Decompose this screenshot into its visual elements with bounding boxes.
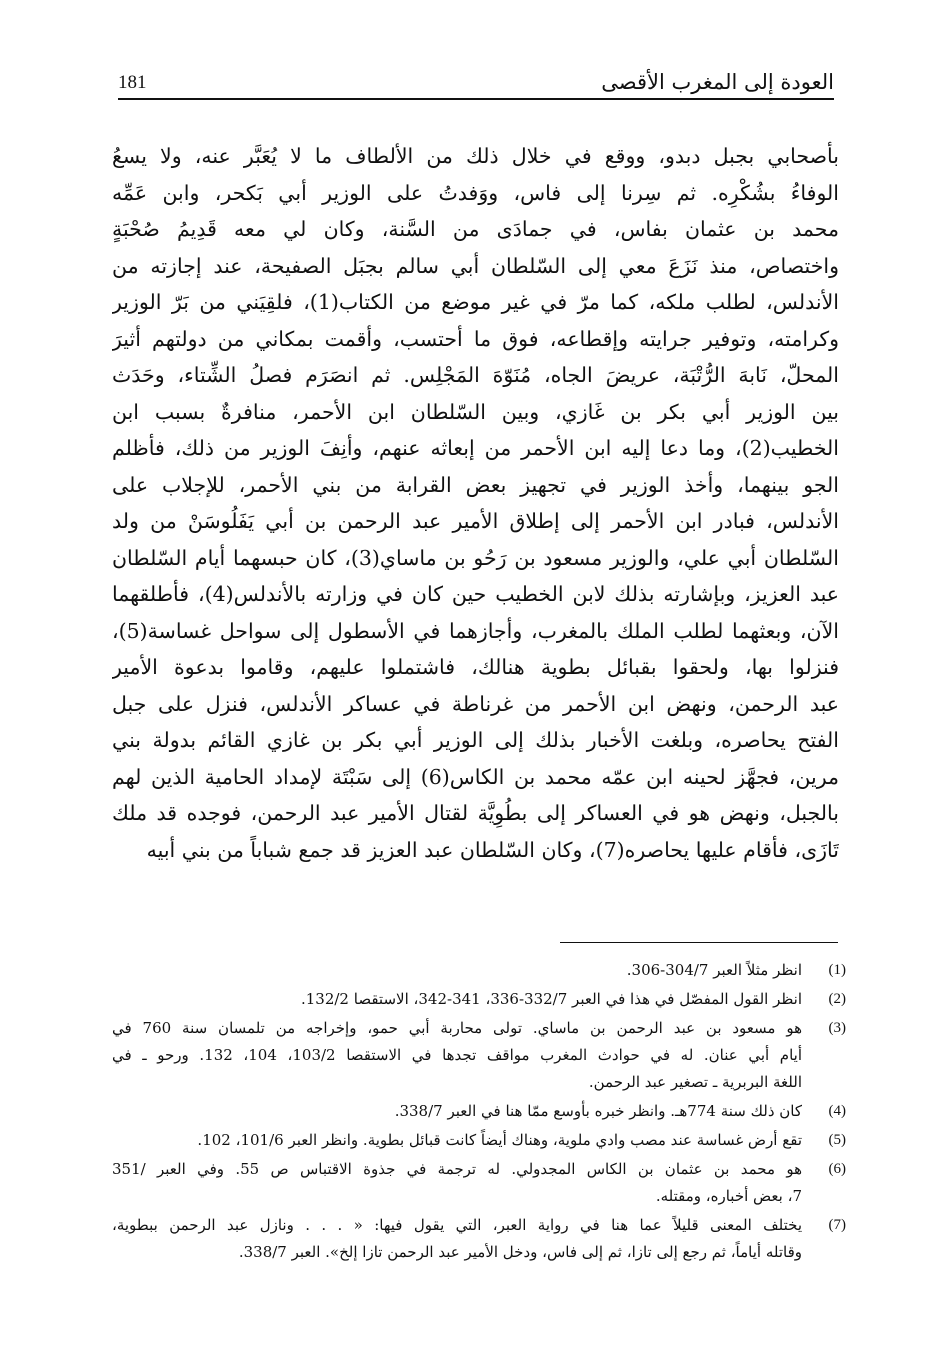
body-line: عبد العزيز، وبإشارته بذلك لابن الخطيب حين كان في وزارته بالأندلس(4)، فأطلقهما [112, 582, 839, 606]
footnote-text: يختلف المعنى قليلاً عما هنا في رواية العبر، التي يقول فيها: « . . . ونازل عبد الرحمن ببطوية، [112, 1216, 802, 1234]
footnote-number: (7) [828, 1217, 846, 1233]
body-line: الأندلس، فبادر ابن الأحمر إلى إطلاق الأمير عبد الرحمن بن أبي يَفَلُوسَنْ من ولد [112, 509, 839, 533]
body-line: الفتح يحاصره، وبلغت الأخبار بذلك إلى الوزير أبي بكر بن غازي القائم بدولة بني [112, 728, 839, 752]
footnote-number: (1) [828, 962, 846, 978]
footnote [112, 957, 846, 984]
body-line: الآن، وبعثهما لطلب الملك بالمغرب، وأجازهما في الأسطول إلى سواحل غساسة(5)، [112, 618, 839, 643]
footnote [112, 1015, 846, 1096]
body-line: الوفاءُ بشُكْرِه. ثم سِرنا إلى فاس، ووَفدتُ على الوزير أبي بَكحر، وابن عَمِّه [112, 180, 839, 205]
body-line: بأصحابي بجبل دبدو، ووقع في خلال ذلك من الألطاف ما لا يُعَبَّر عنه، ولا يسعُ [112, 144, 839, 168]
footnote-number: (4) [828, 1103, 846, 1119]
body-text [112, 138, 839, 868]
footnote-text: وقاتله أياماً، ثم رجع إلى تازا، ثم إلى فاس، ودخل الأمير عبد الرحمن تازا إلخ». العبر 338/7. [238, 1243, 802, 1261]
footnotes [112, 957, 846, 1268]
body-line: المحلّ، نَابهَ الرُّتْبَة، عريضَ الجاه، مُنَوّهَ المَجْلِس. ثم انصَرَم فصلُ الشِّتاء، وحَدَث [112, 363, 839, 387]
page-number: 181 [118, 72, 147, 93]
body-line: وكرامته، وتوفير جرايته وإقطاعه، فوق ما أحتسب، وأقمت بمكاني من دولتهم أثيرَ [112, 326, 839, 351]
footnote-text: كان ذلك سنة 774هـ. وانظر خبره بأوسع ممّا هنا في العبر 338/7. [394, 1102, 802, 1120]
footnote-text: تقع أرض غساسة عند مصب وادي ملوية، وهناك أيضاً كانت قبائل بطوية. وانظر العبر 101/6، 102. [197, 1131, 802, 1149]
body-line: السّلطان أبي علي، والوزير مسعود بن رَحُو بن ماساي(3)، كان حبسهما أيام السّلطان [112, 545, 839, 570]
footnote-divider [560, 942, 838, 943]
body-line: واختصاص، منذ نَزَعَ معي إلى السّلطان أبي سالم بجبَل الصفيحة، عند إجازته من [112, 253, 839, 278]
body-line: محمد بن عثمان بفاس، في جمادَى من السَّنة، وكان لي معه قَدِيمُ صُحْبَةٍ [112, 217, 839, 241]
footnote-text: انظر القول المفصّل في هذا في العبر 332/7-336، 341-342، الاستقصا 132/2. [300, 990, 802, 1008]
footnote-number: (5) [828, 1132, 846, 1148]
footnote [112, 1127, 846, 1154]
footnote-number: (3) [828, 1020, 846, 1036]
body-line: مرين، فجهَّز لحينه ابن عمّه محمد بن الكاس(6) إلى سَبْتَة لإمداد الحامية الذين لهم [112, 764, 839, 789]
footnote [112, 1212, 846, 1266]
body-line: الجو بينهما، وأخذ الوزير في تجهيز بعض القرابة من بني الأحمر، للإجلاب على [112, 472, 839, 497]
body-line: الأندلس، لطلب ملكه، كما مرّ في غير موضع من الكتاب(1)، فلقِيَني من بَرّ الوزير [112, 290, 839, 314]
body-line: بالجبل، ونهض هو في العساكر إلى بطُوِيَّة لقتال الأمير عبد الرحمن، فوجده قد ملك [112, 801, 839, 825]
body-line: الخطيب(2)، وما دعا إليه ابن الأحمر من إبعاثه عنهم، وأنِفَ الوزير من ذلك، فأظلم [112, 436, 839, 460]
footnote-text: هو مسعود بن عبد الرحمن بن ماساي. تولى محاربة أبي حمو، وإخراجه من تلمسان سنة 760 في [112, 1019, 802, 1037]
body-line: تَازَى، فأقام عليها يحاصره(7)، وكان السّلطان عبد العزيز قد جمع شباباً من بني أبيه [146, 837, 839, 862]
body-line: بين الوزير أبي بكر بن غَازي، وبين السّلطان ابن الأحمر، منافرةٌ بسبب ابن [112, 399, 839, 424]
footnote-text: أيام أبي عنان. له في حوادث المغرب مواقف تجدها في الاستقصا 103/2، 104، 132. ورحو ـ في [112, 1046, 802, 1064]
body-line: عبد الرحمن، ونهض ابن الأحمر من غرناطة في عساكر الأندلس، فنزل على جبل [112, 691, 839, 716]
footnote-number: (2) [828, 991, 846, 1007]
running-title: العودة إلى المغرب الأقصى [601, 70, 834, 94]
footnote-text: انظر مثلاً العبر 304/7-306. [626, 961, 802, 979]
footnote-text: 7، بعض أخباره، ومقتله. [655, 1187, 802, 1205]
footnote [112, 1156, 846, 1210]
footnote-text: اللغة البربرية ـ تصغير عبد الرحمن. [588, 1073, 802, 1091]
footnote-text: هو محمد بن عثمان بن الكاس المجدولي. له ترجمة في جذوة الاقتباس ص 55. وفي العبر /351 [112, 1160, 802, 1178]
body-line: فنزلوا بها، ولحقوا بقبائل بطوية هنالك، فاشتملوا عليهم، وقاموا بدعوة الأمير [112, 655, 839, 679]
footnote [112, 986, 846, 1013]
page-header [118, 62, 834, 100]
footnote [112, 1098, 846, 1125]
footnote-number: (6) [828, 1161, 846, 1177]
